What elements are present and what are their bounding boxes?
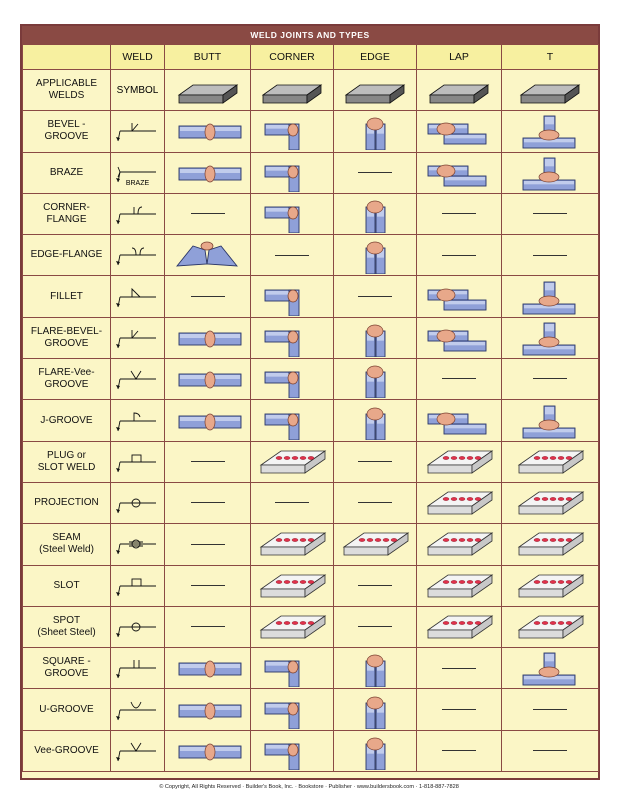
plate-weld-icon [255,443,329,481]
corner-joint-icon [255,195,329,233]
weld-symbol-cell [111,235,165,276]
not-applicable-dash [358,626,392,627]
row-label [23,730,111,771]
edge-cell [334,689,417,730]
butt-cell [165,359,251,400]
lap-cell [417,565,502,606]
weld-symbol-cell [111,606,165,647]
t-joint-icon [513,278,587,316]
not-applicable-dash [533,378,567,379]
not-applicable-dash [191,213,225,214]
table-row [23,359,599,400]
row-label [23,70,111,111]
plate-weld-icon [513,525,587,563]
row-label-line: SQUARE - [42,656,91,668]
edge-joint-icon [338,691,412,729]
table-row [23,152,599,193]
applicable-lap-cell [417,70,502,111]
plate-weld-icon [513,567,587,605]
lap-cell [417,359,502,400]
t-joint-icon [513,154,587,192]
row-label [23,359,111,400]
flarevee-weld-symbol-icon [114,365,162,393]
not-applicable-dash [191,502,225,503]
row-label [23,689,111,730]
t-joint-icon [513,319,587,357]
lap-cell [417,689,502,730]
seam-weld-symbol-icon [114,530,162,558]
edge-joint-icon [338,112,412,150]
row-label-line: BEVEL - [47,119,86,131]
lap-joint-icon [422,154,496,192]
row-label [23,152,111,193]
t-cell [502,193,599,234]
not-applicable-dash [442,709,476,710]
edge-cell [334,648,417,689]
edge-joint-icon [338,360,412,398]
not-applicable-dash [442,213,476,214]
corner-cell [251,400,334,441]
table-row [23,524,599,565]
row-label [23,648,111,689]
header-lap: LAP [417,45,502,70]
not-applicable-dash [358,585,392,586]
lap-cell [417,524,502,565]
weld-symbol-cell [111,730,165,771]
weld-symbol-cell [111,317,165,358]
weld-symbol-cell [111,111,165,152]
weld-symbol-cell [111,400,165,441]
braze-symbol-text: BRAZE [125,180,150,188]
not-applicable-dash [442,668,476,669]
not-applicable-dash [275,255,309,256]
t-cell [502,482,599,523]
square-weld-symbol-icon [114,654,162,682]
chart-title: WELD JOINTS AND TYPES [22,26,598,44]
edge-joint-icon [338,402,412,440]
not-applicable-dash [191,626,225,627]
table-row [23,648,599,689]
not-applicable-dash [442,255,476,256]
table-row [23,400,599,441]
t-cell [502,276,599,317]
corner-cell [251,524,334,565]
row-label-line: J-GROOVE [40,414,93,426]
corner-cell [251,606,334,647]
corner-cell [251,235,334,276]
cflange-weld-symbol-icon [114,200,162,228]
edge-cell [334,317,417,358]
t-cell [502,565,599,606]
not-applicable-dash [358,502,392,503]
edge-cell [334,235,417,276]
row-label-line: FILLET [50,290,83,302]
row-label-line: EDGE-FLANGE [30,249,103,261]
eflange-weld-symbol-icon [114,241,162,269]
corner-joint-icon [255,360,329,398]
weld-joints-table [22,44,599,772]
row-label [23,441,111,482]
corner-joint-icon [255,154,329,192]
corner-cell [251,689,334,730]
corner-cell [251,111,334,152]
row-label-line: Vee-GROOVE [34,744,99,756]
weld-symbol-cell [111,482,165,523]
flarebevel-weld-symbol-icon [114,324,162,352]
applicable-t-cell [502,70,599,111]
lap-joint-icon [422,402,496,440]
slot-weld-symbol-icon [114,572,162,600]
not-applicable-dash [358,172,392,173]
row-label-line: APPLICABLE [35,78,98,90]
applicable-t-icon [513,71,587,109]
corner-joint-icon [255,649,329,687]
not-applicable-dash [533,750,567,751]
applicable-lap-icon [422,71,496,109]
header-corner: CORNER [251,45,334,70]
edge-cell [334,730,417,771]
vgroove-weld-symbol-icon [114,737,162,765]
not-applicable-dash [191,296,225,297]
row-label-line: PROJECTION [34,497,99,509]
corner-cell [251,359,334,400]
row-label [23,482,111,523]
t-cell [502,648,599,689]
table-row [23,482,599,523]
edge-cell [334,152,417,193]
corner-cell [251,193,334,234]
table-row [23,276,599,317]
lap-cell [417,400,502,441]
butt-joint-icon [171,732,245,770]
row-label [23,565,111,606]
edge-joint-icon [338,236,412,274]
corner-cell [251,565,334,606]
table-row [23,70,599,111]
row-label-line: GROOVE [44,668,89,680]
row-label [23,276,111,317]
corner-cell [251,276,334,317]
butt-joint-icon [171,691,245,729]
t-cell [502,111,599,152]
t-joint-icon [513,402,587,440]
corner-cell [251,317,334,358]
lap-cell [417,276,502,317]
plate-weld-icon [513,484,587,522]
corner-cell [251,730,334,771]
weld-symbol-cell [111,565,165,606]
butt-cell [165,111,251,152]
not-applicable-dash [358,296,392,297]
table-row [23,441,599,482]
t-joint-icon [513,112,587,150]
header-row [23,45,599,70]
lap-cell [417,152,502,193]
t-cell [502,152,599,193]
symbol-label: SYMBOL [116,84,159,96]
row-label-line: U-GROOVE [39,703,94,715]
row-label-line: CORNER- [43,202,90,214]
row-label-line: SPOT [52,615,81,626]
applicable-corner-cell [251,70,334,111]
row-label [23,606,111,647]
t-cell [502,730,599,771]
t-joint-icon [513,649,587,687]
plate-weld-icon [513,608,587,646]
weld-symbol-cell [111,524,165,565]
row-label-line: SEAM [52,532,81,544]
t-cell [502,359,599,400]
t-cell [502,235,599,276]
spot-weld-symbol-icon [114,613,162,641]
weld-symbol-cell [111,689,165,730]
edge-joint-icon [338,319,412,357]
projection-weld-symbol-icon [114,489,162,517]
corner-joint-icon [255,691,329,729]
table-row [23,235,599,276]
row-label-line: FLARE-Vee- [38,367,95,379]
not-applicable-dash [442,750,476,751]
plate-weld-icon [422,525,496,563]
edge-cell [334,111,417,152]
corner-cell [251,441,334,482]
t-cell [502,317,599,358]
butt-cell [165,400,251,441]
butt-cell [165,441,251,482]
edge-cell [334,524,417,565]
plug-weld-symbol-icon [114,448,162,476]
butt-cell [165,730,251,771]
corner-cell [251,648,334,689]
row-label-line: SLOT WELD [37,461,96,473]
edge-joint-icon [338,649,412,687]
edge-cell [334,606,417,647]
lap-cell [417,193,502,234]
butt-cell [165,276,251,317]
weld-symbol-cell [111,359,165,400]
lap-cell [417,317,502,358]
header-weld: WELD [111,45,165,70]
flange-joint-icon [171,236,245,274]
weld-symbol-cell [111,276,165,317]
t-cell [502,524,599,565]
edge-joint-icon [338,195,412,233]
table-row [23,565,599,606]
not-applicable-dash [358,461,392,462]
butt-joint-icon [171,154,245,192]
row-label-line: GROOVE [44,379,89,391]
butt-joint-icon [171,360,245,398]
corner-joint-icon [255,732,329,770]
row-label [23,235,111,276]
row-label-line: (Sheet Steel) [37,627,96,638]
symbol-header-cell [111,70,165,111]
butt-cell [165,152,251,193]
lap-joint-icon [422,278,496,316]
weld-symbol-cell [111,152,165,193]
plate-weld-icon [422,567,496,605]
butt-cell [165,524,251,565]
edge-joint-icon [338,732,412,770]
plate-weld-icon [422,484,496,522]
edge-cell [334,400,417,441]
applicable-butt-icon [171,71,245,109]
corner-cell [251,482,334,523]
edge-cell [334,441,417,482]
not-applicable-dash [533,213,567,214]
applicable-edge-icon [338,71,412,109]
butt-joint-icon [171,112,245,150]
fillet-weld-symbol-icon [114,283,162,311]
row-label-line: GROOVE [44,131,89,143]
t-cell [502,441,599,482]
applicable-edge-cell [334,70,417,111]
plate-weld-icon [422,608,496,646]
bevel-weld-symbol-icon [114,117,162,145]
row-label-line: SLOT [53,579,80,591]
butt-cell [165,689,251,730]
weld-symbol-cell [111,193,165,234]
plate-weld-icon [255,525,329,563]
edge-cell [334,193,417,234]
not-applicable-dash [191,544,225,545]
lap-cell [417,235,502,276]
corner-joint-icon [255,319,329,357]
butt-joint-icon [171,649,245,687]
not-applicable-dash [275,502,309,503]
t-cell [502,400,599,441]
row-label-line: GROOVE [44,337,89,349]
edge-cell [334,359,417,400]
table-row [23,317,599,358]
table-row [23,606,599,647]
row-label-line: (Steel Weld) [39,544,94,556]
butt-cell [165,193,251,234]
weld-chart-sheet [20,24,600,780]
table-row [23,111,599,152]
edge-cell [334,565,417,606]
table-row [23,193,599,234]
lap-joint-icon [422,112,496,150]
row-label-line: PLUG or [47,449,86,461]
corner-joint-icon [255,278,329,316]
header-t: T [502,45,599,70]
plate-weld-icon [513,443,587,481]
not-applicable-dash [533,709,567,710]
weld-symbol-cell [111,648,165,689]
lap-cell [417,648,502,689]
lap-cell [417,111,502,152]
row-label-line: BRAZE [49,166,84,178]
plate-weld-icon [338,525,412,563]
not-applicable-dash [191,461,225,462]
butt-cell [165,482,251,523]
plate-weld-icon [255,567,329,605]
ugroove-weld-symbol-icon [114,696,162,724]
corner-joint-icon [255,402,329,440]
butt-joint-icon [171,319,245,357]
applicable-butt-cell [165,70,251,111]
t-cell [502,689,599,730]
plate-weld-icon [255,608,329,646]
row-label [23,524,111,565]
row-label [23,400,111,441]
butt-cell [165,235,251,276]
row-label-line: FLARE-BEVEL- [30,325,103,337]
table-row [23,730,599,771]
weld-symbol-cell [111,441,165,482]
t-cell [502,606,599,647]
jgroove-weld-symbol-icon [114,407,162,435]
row-label [23,111,111,152]
plate-weld-icon [422,443,496,481]
lap-cell [417,441,502,482]
lap-cell [417,606,502,647]
table-row [23,689,599,730]
edge-cell [334,482,417,523]
row-label [23,193,111,234]
corner-cell [251,152,334,193]
row-label-line: WELDS [48,90,85,102]
butt-cell [165,317,251,358]
not-applicable-dash [442,378,476,379]
lap-cell [417,482,502,523]
header-edge: EDGE [334,45,417,70]
butt-joint-icon [171,402,245,440]
applicable-corner-icon [255,71,329,109]
lap-cell [417,730,502,771]
butt-cell [165,648,251,689]
lap-joint-icon [422,319,496,357]
butt-cell [165,565,251,606]
row-label-line: FLANGE [46,214,87,226]
header-butt: BUTT [165,45,251,70]
not-applicable-dash [533,255,567,256]
butt-cell [165,606,251,647]
edge-cell [334,276,417,317]
not-applicable-dash [191,585,225,586]
corner-joint-icon [255,112,329,150]
row-label [23,317,111,358]
copyright-footer: © Copyright, All Rights Reserved · Builder's Book, Inc. · Bookstore · Publisher · www.buildersbook.com · 1-818-887-7828 [159,784,459,790]
header-blank [23,45,111,70]
